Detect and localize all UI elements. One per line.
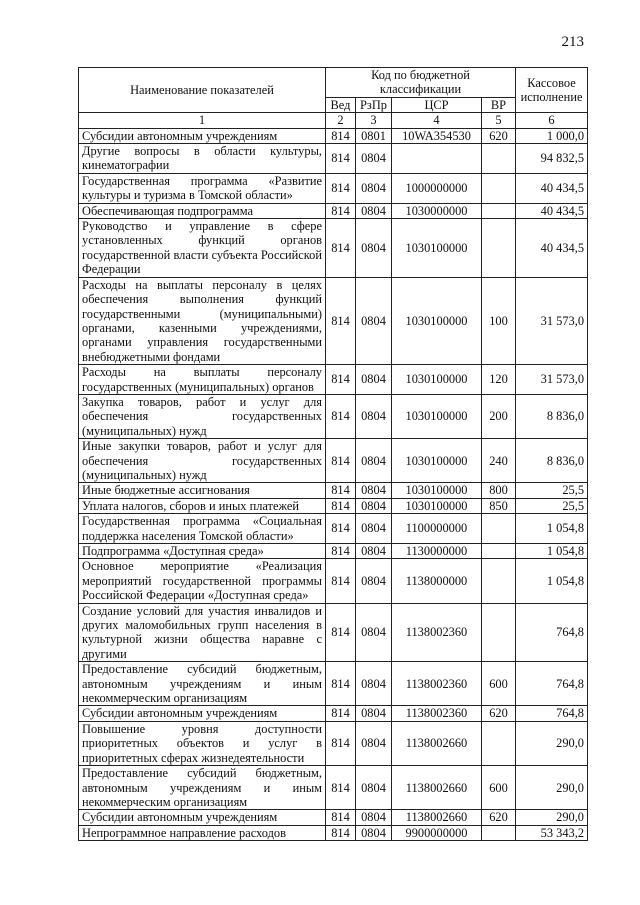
table-row xyxy=(79,203,588,218)
amount-value: 290,0 xyxy=(516,721,588,765)
table-body xyxy=(79,128,588,841)
amount-value: 31 573,0 xyxy=(516,277,588,364)
amount-value: 1 054,8 xyxy=(516,559,588,603)
amount-value: 53 343,2 xyxy=(516,825,588,840)
header-num: 2 xyxy=(326,113,356,128)
header-num: 6 xyxy=(516,113,588,128)
ved-code: 814 xyxy=(326,144,356,174)
amount-value: 764,8 xyxy=(516,603,588,662)
amount-value: 25,5 xyxy=(516,483,588,498)
rzpr-code: 0804 xyxy=(356,559,392,603)
vr-code xyxy=(482,825,516,840)
vr-code xyxy=(482,144,516,174)
table-row xyxy=(79,277,588,364)
table-row xyxy=(79,514,588,544)
csr-code: 1030100000 xyxy=(392,394,482,438)
header-row xyxy=(79,68,588,98)
rzpr-code: 0804 xyxy=(356,365,392,395)
rzpr-code: 0801 xyxy=(356,128,392,143)
header-csr: ЦСР xyxy=(392,97,482,112)
table-row xyxy=(79,721,588,765)
header-num: 5 xyxy=(482,113,516,128)
ved-code: 814 xyxy=(326,706,356,721)
vr-code: 600 xyxy=(482,662,516,706)
rzpr-code: 0804 xyxy=(356,825,392,840)
rzpr-code: 0804 xyxy=(356,498,392,513)
csr-code: 1030100000 xyxy=(392,365,482,395)
indicator-name: Расходы на выплаты персоналу в целях обеспечения выполнения функций государственными (муниципальными) органами, казенными учреждениями, органами управления государственными внебюджетными фондами xyxy=(79,277,326,364)
ved-code: 814 xyxy=(326,544,356,559)
amount-value: 1 054,8 xyxy=(516,544,588,559)
vr-code xyxy=(482,544,516,559)
table-row xyxy=(79,662,588,706)
table-row xyxy=(79,766,588,810)
vr-code: 240 xyxy=(482,439,516,483)
amount-value: 94 832,5 xyxy=(516,144,588,174)
indicator-name: Руководство и управление в сфере установленных функций органов государственной власти субъекта Российской Федерации xyxy=(79,219,326,278)
rzpr-code: 0804 xyxy=(356,706,392,721)
indicator-name: Иные закупки товаров, работ и услуг для обеспечения государственных (муниципальных) нужд xyxy=(79,439,326,483)
table-row xyxy=(79,128,588,143)
table-row xyxy=(79,219,588,278)
header-vr: ВР xyxy=(482,97,516,112)
table-row xyxy=(79,365,588,395)
csr-code: 1030100000 xyxy=(392,219,482,278)
table-row xyxy=(79,144,588,174)
amount-value: 290,0 xyxy=(516,810,588,825)
ved-code: 814 xyxy=(326,825,356,840)
header-rzpr: РзПр xyxy=(356,97,392,112)
ved-code: 814 xyxy=(326,662,356,706)
indicator-name: Предоставление субсидий бюджетным, автономным учреждениям и иным некоммерческим организациям xyxy=(79,662,326,706)
header-name: Наименование показателей xyxy=(79,68,326,113)
vr-code xyxy=(482,559,516,603)
rzpr-code: 0804 xyxy=(356,721,392,765)
indicator-name: Повышение уровня доступности приоритетных объектов и услуг в приоритетных сферах жизнедеятельности xyxy=(79,721,326,765)
vr-code: 850 xyxy=(482,498,516,513)
table-row xyxy=(79,706,588,721)
rzpr-code: 0804 xyxy=(356,203,392,218)
ved-code: 814 xyxy=(326,514,356,544)
vr-code xyxy=(482,173,516,203)
amount-value: 8 836,0 xyxy=(516,394,588,438)
rzpr-code: 0804 xyxy=(356,544,392,559)
csr-code: 1138002360 xyxy=(392,603,482,662)
indicator-name: Непрограммное направление расходов xyxy=(79,825,326,840)
rzpr-code: 0804 xyxy=(356,483,392,498)
table-row xyxy=(79,394,588,438)
vr-code: 100 xyxy=(482,277,516,364)
table-row xyxy=(79,173,588,203)
table-row xyxy=(79,483,588,498)
indicator-name: Субсидии автономным учреждениям xyxy=(79,128,326,143)
amount-value: 31 573,0 xyxy=(516,365,588,395)
vr-code xyxy=(482,219,516,278)
csr-code: 1138000000 xyxy=(392,559,482,603)
ved-code: 814 xyxy=(326,498,356,513)
amount-value: 764,8 xyxy=(516,662,588,706)
header-amount: Кассовое исполнение xyxy=(516,68,588,113)
indicator-name: Иные бюджетные ассигнования xyxy=(79,483,326,498)
vr-code xyxy=(482,514,516,544)
vr-code: 620 xyxy=(482,706,516,721)
amount-value: 764,8 xyxy=(516,706,588,721)
indicator-name: Субсидии автономным учреждениям xyxy=(79,706,326,721)
indicator-name: Основное мероприятие «Реализация мероприятий государственной программы Российской Федерации «Доступная среда» xyxy=(79,559,326,603)
rzpr-code: 0804 xyxy=(356,219,392,278)
vr-code: 120 xyxy=(482,365,516,395)
rzpr-code: 0804 xyxy=(356,394,392,438)
header-num: 4 xyxy=(392,113,482,128)
csr-code: 1138002360 xyxy=(392,662,482,706)
table-row xyxy=(79,603,588,662)
header-number-row xyxy=(79,113,588,128)
indicator-name: Государственная программа «Развитие культуры и туризма в Томской области» xyxy=(79,173,326,203)
ved-code: 814 xyxy=(326,365,356,395)
table-row xyxy=(79,810,588,825)
budget-table xyxy=(78,67,588,841)
indicator-name: Уплата налогов, сборов и иных платежей xyxy=(79,498,326,513)
indicator-name: Другие вопросы в области культуры, кинематографии xyxy=(79,144,326,174)
indicator-name: Подпрограмма «Доступная среда» xyxy=(79,544,326,559)
rzpr-code: 0804 xyxy=(356,439,392,483)
vr-code: 200 xyxy=(482,394,516,438)
vr-code xyxy=(482,721,516,765)
csr-code: 1138002360 xyxy=(392,706,482,721)
table-row xyxy=(79,498,588,513)
amount-value: 1 000,0 xyxy=(516,128,588,143)
csr-code xyxy=(392,144,482,174)
rzpr-code: 0804 xyxy=(356,173,392,203)
csr-code: 1030100000 xyxy=(392,498,482,513)
amount-value: 290,0 xyxy=(516,766,588,810)
ved-code: 814 xyxy=(326,483,356,498)
ved-code: 814 xyxy=(326,128,356,143)
rzpr-code: 0804 xyxy=(356,603,392,662)
amount-value: 8 836,0 xyxy=(516,439,588,483)
vr-code xyxy=(482,203,516,218)
indicator-name: Субсидии автономным учреждениям xyxy=(79,810,326,825)
table-row xyxy=(79,544,588,559)
csr-code: 1030100000 xyxy=(392,277,482,364)
table-row xyxy=(79,559,588,603)
csr-code: 1030100000 xyxy=(392,483,482,498)
vr-code: 600 xyxy=(482,766,516,810)
indicator-name: Государственная программа «Социальная поддержка населения Томской области» xyxy=(79,514,326,544)
ved-code: 814 xyxy=(326,219,356,278)
rzpr-code: 0804 xyxy=(356,662,392,706)
ved-code: 814 xyxy=(326,559,356,603)
header-ved: Вед xyxy=(326,97,356,112)
table-row xyxy=(79,825,588,840)
vr-code: 800 xyxy=(482,483,516,498)
csr-code: 9900000000 xyxy=(392,825,482,840)
amount-value: 40 434,5 xyxy=(516,203,588,218)
indicator-name: Закупка товаров, работ и услуг для обеспечения государственных (муниципальных) нужд xyxy=(79,394,326,438)
header-code-group: Код по бюджетной классификации xyxy=(326,68,516,98)
indicator-name: Расходы на выплаты персоналу государственных (муниципальных) органов xyxy=(79,365,326,395)
amount-value: 25,5 xyxy=(516,498,588,513)
ved-code: 814 xyxy=(326,394,356,438)
ved-code: 814 xyxy=(326,173,356,203)
csr-code: 1030000000 xyxy=(392,203,482,218)
ved-code: 814 xyxy=(326,810,356,825)
vr-code: 620 xyxy=(482,810,516,825)
rzpr-code: 0804 xyxy=(356,514,392,544)
ved-code: 814 xyxy=(326,203,356,218)
amount-value: 1 054,8 xyxy=(516,514,588,544)
csr-code: 1138002660 xyxy=(392,810,482,825)
csr-code: 1030100000 xyxy=(392,439,482,483)
ved-code: 814 xyxy=(326,766,356,810)
indicator-name: Обеспечивающая подпрограмма xyxy=(79,203,326,218)
ved-code: 814 xyxy=(326,277,356,364)
rzpr-code: 0804 xyxy=(356,810,392,825)
header-num: 1 xyxy=(79,113,326,128)
rzpr-code: 0804 xyxy=(356,144,392,174)
ved-code: 814 xyxy=(326,439,356,483)
ved-code: 814 xyxy=(326,721,356,765)
csr-code: 1138002660 xyxy=(392,766,482,810)
csr-code: 10WA354530 xyxy=(392,128,482,143)
amount-value: 40 434,5 xyxy=(516,173,588,203)
csr-code: 1130000000 xyxy=(392,544,482,559)
table-row xyxy=(79,439,588,483)
vr-code xyxy=(482,603,516,662)
ved-code: 814 xyxy=(326,603,356,662)
page-number: 213 xyxy=(561,34,584,50)
indicator-name: Предоставление субсидий бюджетным, автономным учреждениям и иным некоммерческим организациям xyxy=(79,766,326,810)
vr-code: 620 xyxy=(482,128,516,143)
indicator-name: Создание условий для участия инвалидов и других маломобильных групп населения в культурной жизни общества наравне с другими xyxy=(79,603,326,662)
csr-code: 1000000000 xyxy=(392,173,482,203)
csr-code: 1138002660 xyxy=(392,721,482,765)
csr-code: 1100000000 xyxy=(392,514,482,544)
rzpr-code: 0804 xyxy=(356,766,392,810)
amount-value: 40 434,5 xyxy=(516,219,588,278)
rzpr-code: 0804 xyxy=(356,277,392,364)
header-num: 3 xyxy=(356,113,392,128)
